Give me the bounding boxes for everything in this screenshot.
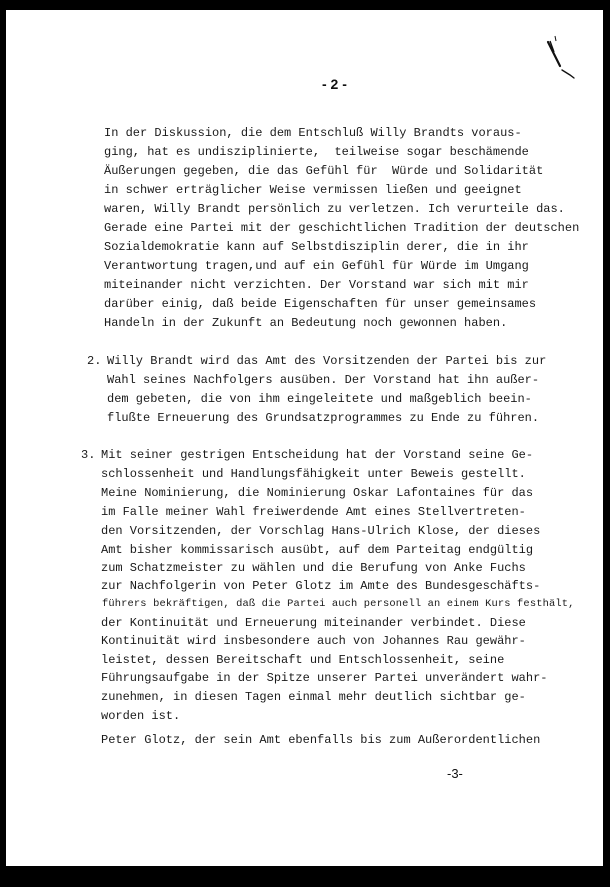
text-line: Gerade eine Partei mit der geschichtlichen Tradition der deutschen <box>104 221 580 235</box>
next-page-indicator: -3- <box>447 766 463 781</box>
document-page <box>6 10 603 866</box>
text-line: Peter Glotz, der sein Amt ebenfalls bis zum Außerordentlichen <box>101 733 541 747</box>
text-line: miteinander nicht verzichten. Der Vorstand war sich mit mir <box>104 278 529 292</box>
text-line: waren, Willy Brandt persönlich zu verletzen. Ich verurteile das. <box>104 202 565 216</box>
text-line: schlossenheit und Handlungsfähigkeit unter Beweis gestellt. <box>101 467 526 481</box>
text-line: zunehmen, in diesen Tagen einmal mehr deutlich sichtbar ge- <box>101 690 526 704</box>
text-line: in schwer erträglicher Weise vermissen ließen und geeignet <box>104 183 522 197</box>
text-line: Meine Nominierung, die Nominierung Oskar Lafontaines für das <box>101 486 534 500</box>
text-line: zum Schatzmeister zu wählen und die Berufung von Anke Fuchs <box>101 561 526 575</box>
text-line: worden ist. <box>101 709 181 723</box>
text-line: In der Diskussion, die dem Entschluß Willy Brandts voraus- <box>104 126 522 140</box>
text-line: den Vorsitzenden, der Vorschlag Hans-Ulrich Klose, der dieses <box>101 524 541 538</box>
text-line: der Kontinuität und Erneuerung miteinander verbindet. Diese <box>101 616 526 630</box>
handwritten-mark-icon <box>544 32 584 82</box>
text-line-correction: führers bekräftigen, daß die Partei auch personell an einem Kurs festhält, <box>102 598 575 610</box>
list-item-number: 2. <box>87 354 102 368</box>
text-line: Führungsaufgabe in der Spitze unserer Partei unverändert wahr- <box>101 671 548 685</box>
text-line: Kontinuität wird insbesondere auch von Johannes Rau gewähr- <box>101 634 526 648</box>
text-line: Sozialdemokratie kann auf Selbstdisziplin derer, die in ihr <box>104 240 529 254</box>
text-line: Amt bisher kommissarisch ausübt, auf dem Parteitag endgültig <box>101 543 534 557</box>
text-line: dem gebeten, die von ihm eingeleitete und maßgeblich beein- <box>107 392 532 406</box>
text-line: Äußerungen gegeben, die das Gefühl für Würde und Solidarität <box>104 164 544 178</box>
page-number: - 2 - <box>322 76 347 92</box>
text-line: Wahl seines Nachfolgers ausüben. Der Vorstand hat ihn außer- <box>107 373 540 387</box>
text-line: leistet, dessen Bereitschaft und Entschlossenheit, seine <box>101 653 505 667</box>
text-line: zur Nachfolgerin von Peter Glotz im Amte des Bundesgeschäfts- <box>101 579 541 593</box>
text-line: Verantwortung tragen,und auf ein Gefühl für Würde im Umgang <box>104 259 529 273</box>
text-line: im Falle meiner Wahl freiwerdende Amt eines Stellvertreten- <box>101 505 526 519</box>
text-line: Handeln in der Zukunft an Bedeutung noch gewonnen haben. <box>104 316 508 330</box>
text-line: flußte Erneuerung des Grundsatzprogrammes zu Ende zu führen. <box>107 411 540 425</box>
text-line: Mit seiner gestrigen Entscheidung hat der Vorstand seine Ge- <box>101 448 534 462</box>
text-line: ging, hat es undisziplinierte, teilweise sogar beschämende <box>104 145 529 159</box>
list-item-number: 3. <box>81 448 96 462</box>
text-line: Willy Brandt wird das Amt des Vorsitzenden der Partei bis zur <box>107 354 547 368</box>
text-line: darüber einig, daß beide Eigenschaften für unser gemeinsames <box>104 297 537 311</box>
